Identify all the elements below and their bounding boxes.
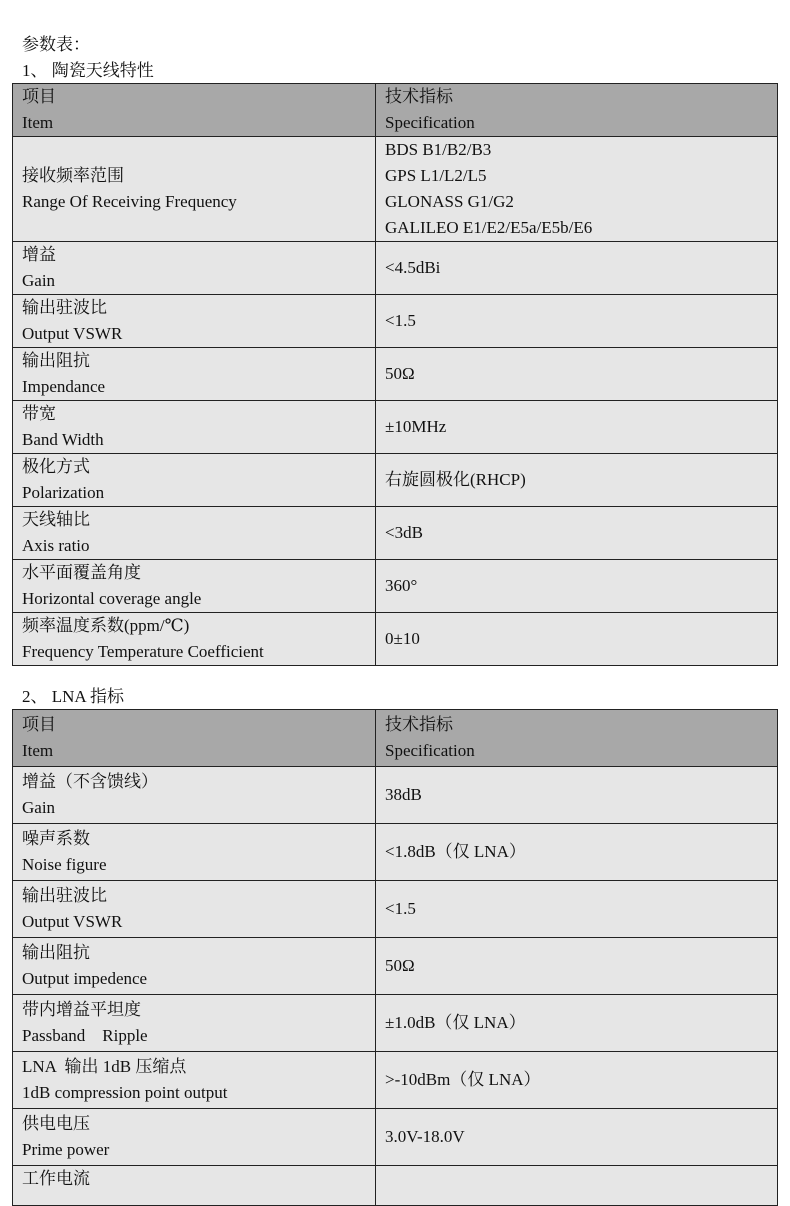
param-cell bbox=[13, 295, 376, 348]
table-row bbox=[13, 767, 778, 824]
table-row bbox=[13, 401, 778, 454]
param-en: Axis ratio bbox=[22, 536, 90, 555]
param-cell bbox=[13, 1052, 376, 1109]
param-en: Polarization bbox=[22, 483, 105, 502]
param-en: Frequency Temperature Coefficient bbox=[22, 642, 264, 661]
value-cell bbox=[376, 1166, 778, 1206]
section2-heading: 2、 LNA 指标 bbox=[22, 687, 124, 706]
header-spec-en: Specification bbox=[385, 113, 475, 132]
header-spec-cn: 技术指标 bbox=[385, 87, 453, 106]
param-en: Range Of Receiving Frequency bbox=[22, 192, 237, 211]
param-cn: 天线轴比 bbox=[22, 510, 90, 529]
param-cn: 噪声系数 bbox=[22, 829, 90, 848]
header-item-cell bbox=[13, 84, 376, 137]
value-line: GALILEO E1/E2/E5a/E5b/E6 bbox=[385, 218, 593, 237]
header-item-en: Item bbox=[22, 113, 54, 132]
value-cell: <1.5 bbox=[376, 295, 778, 348]
header-spec-cn: 技术指标 bbox=[385, 715, 453, 734]
param-cn: 输出阻抗 bbox=[22, 351, 90, 370]
param-en: Output VSWR bbox=[22, 324, 123, 343]
value-cell: 38dB bbox=[376, 767, 778, 824]
param-cell bbox=[13, 995, 376, 1052]
param-en: Noise figure bbox=[22, 855, 107, 874]
value-line: GLONASS G1/G2 bbox=[385, 192, 514, 211]
value-cell bbox=[376, 137, 778, 242]
header-item-en: Item bbox=[22, 741, 54, 760]
param-cell bbox=[13, 613, 376, 666]
param-cell bbox=[13, 767, 376, 824]
value-cell: 右旋圆极化(RHCP) bbox=[376, 454, 778, 507]
value-cell: <3dB bbox=[376, 507, 778, 560]
param-cell bbox=[13, 137, 376, 242]
table-row bbox=[13, 507, 778, 560]
section1-heading: 1、 陶瓷天线特性 bbox=[22, 61, 154, 80]
table-row bbox=[13, 242, 778, 295]
value-line: BDS B1/B2/B3 bbox=[385, 140, 492, 159]
table-row bbox=[13, 938, 778, 995]
ceramic-antenna-table bbox=[12, 83, 778, 666]
lna-table bbox=[12, 709, 778, 1206]
param-cn: 接收频率范围 bbox=[22, 166, 124, 185]
value-cell: 3.0V-18.0V bbox=[376, 1109, 778, 1166]
value-cell: <1.8dB（仅 LNA） bbox=[376, 824, 778, 881]
param-cn: 增益（不含馈线） bbox=[22, 772, 158, 791]
param-cn: 供电电压 bbox=[22, 1114, 90, 1133]
table-header-row bbox=[13, 710, 778, 767]
param-cell bbox=[13, 242, 376, 295]
param-cn: 输出驻波比 bbox=[22, 886, 107, 905]
param-cn: 极化方式 bbox=[22, 457, 90, 476]
table-row bbox=[13, 1166, 778, 1206]
table-row bbox=[13, 995, 778, 1052]
table-row bbox=[13, 348, 778, 401]
param-cn: 工作电流 bbox=[22, 1169, 90, 1188]
param-en: Passband Ripple bbox=[22, 1026, 148, 1045]
param-en: Band Width bbox=[22, 430, 104, 449]
param-en: Impendance bbox=[22, 377, 106, 396]
value-cell: ±10MHz bbox=[376, 401, 778, 454]
value-cell: <1.5 bbox=[376, 881, 778, 938]
param-en: Horizontal coverage angle bbox=[22, 589, 202, 608]
value-cell: 50Ω bbox=[376, 938, 778, 995]
param-cn: 增益 bbox=[22, 245, 56, 264]
page-title: 参数表： bbox=[22, 35, 90, 54]
param-cn: 水平面覆盖角度 bbox=[22, 563, 141, 582]
value-cell: 50Ω bbox=[376, 348, 778, 401]
param-en: Gain bbox=[22, 271, 56, 290]
param-cell bbox=[13, 824, 376, 881]
param-cn: 带内增益平坦度 bbox=[22, 1000, 141, 1019]
param-cell bbox=[13, 560, 376, 613]
param-cell bbox=[13, 881, 376, 938]
param-cell bbox=[13, 1109, 376, 1166]
param-cn: 输出阻抗 bbox=[22, 943, 90, 962]
header-spec-cell bbox=[376, 710, 778, 767]
param-cell bbox=[13, 1166, 376, 1206]
table-row bbox=[13, 560, 778, 613]
header-spec-en: Specification bbox=[385, 741, 475, 760]
param-cell bbox=[13, 454, 376, 507]
param-cell bbox=[13, 401, 376, 454]
header-item-cn: 项目 bbox=[22, 715, 56, 734]
param-cell bbox=[13, 938, 376, 995]
param-cn: 输出驻波比 bbox=[22, 298, 107, 317]
header-spec-cell bbox=[376, 84, 778, 137]
param-en: Output impedence bbox=[22, 969, 148, 988]
header-item-cell bbox=[13, 710, 376, 767]
param-en: Prime power bbox=[22, 1140, 110, 1159]
param-en: 1dB compression point output bbox=[22, 1083, 228, 1102]
value-cell: >-10dBm（仅 LNA） bbox=[376, 1052, 778, 1109]
value-line: GPS L1/L2/L5 bbox=[385, 166, 487, 185]
param-cell bbox=[13, 348, 376, 401]
param-cn: LNA 输出 1dB 压缩点 bbox=[22, 1057, 187, 1076]
table-row bbox=[13, 824, 778, 881]
table-row bbox=[13, 137, 778, 242]
param-en: Gain bbox=[22, 798, 56, 817]
param-en: Output VSWR bbox=[22, 912, 123, 931]
table-row bbox=[13, 613, 778, 666]
param-cn: 频率温度系数(ppm/℃) bbox=[22, 616, 190, 635]
value-cell: 360° bbox=[376, 560, 778, 613]
header-item-cn: 项目 bbox=[22, 87, 56, 106]
table-header-row bbox=[13, 84, 778, 137]
value-cell: <4.5dBi bbox=[376, 242, 778, 295]
table-row bbox=[13, 1109, 778, 1166]
param-cn: 带宽 bbox=[22, 404, 56, 423]
table-row bbox=[13, 1052, 778, 1109]
value-cell: 0±10 bbox=[376, 613, 778, 666]
value-cell: ±1.0dB（仅 LNA） bbox=[376, 995, 778, 1052]
table-row bbox=[13, 295, 778, 348]
table-row bbox=[13, 454, 778, 507]
param-cell bbox=[13, 507, 376, 560]
table-row bbox=[13, 881, 778, 938]
